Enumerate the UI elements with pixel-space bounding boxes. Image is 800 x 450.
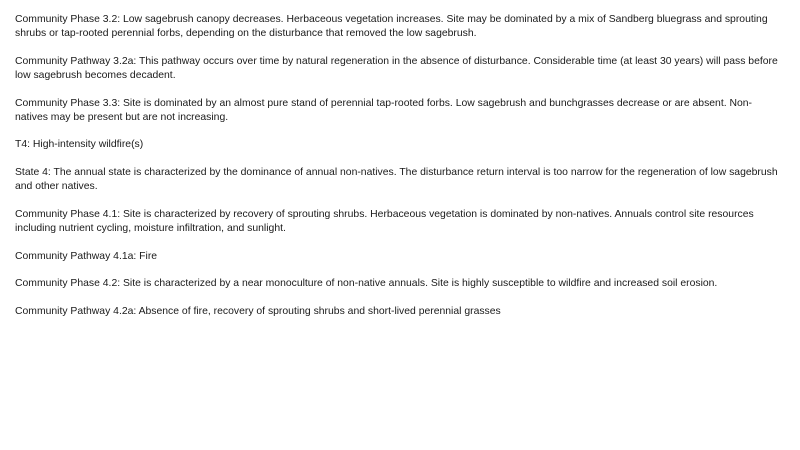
paragraph-community-pathway-4-2a: Community Pathway 4.2a: Absence of fire, recovery of sprouting shrubs and short-lived perennial grasses — [15, 305, 501, 317]
slide-text-box[interactable] — [15, 13, 780, 332]
paragraph-community-phase-3-2: Community Phase 3.2: Low sagebrush canopy decreases. Herbaceous vegetation increases. Site may be dominated by a mix of Sandberg bluegrass and sprouting shrubs or tap-rooted perennial forbs, depending on the disturbance that removed the low sagebrush. — [15, 14, 768, 40]
paragraph-community-pathway-4-1a: Community Pathway 4.1a: Fire — [15, 250, 158, 262]
paragraph-community-phase-3-3: Community Phase 3.3: Site is dominated by an almost pure stand of perennial tap-rooted forbs. Low sagebrush and bunchgrasses decrease or are absent. Non-natives may be present but are not increasing. — [15, 97, 753, 123]
paragraph-community-phase-4-1: Community Phase 4.1: Site is characterized by recovery of sprouting shrubs. Herbaceous vegetation is dominated by non-natives. Annuals control site resources including nutrient cycling, moisture infiltration, and sunlight. — [15, 208, 754, 234]
paragraph-state-4: State 4: The annual state is characterized by the dominance of annual non-natives. The disturbance return interval is too narrow for the regeneration of low sagebrush and other natives. — [15, 166, 778, 193]
paragraph-community-pathway-3-2a: Community Pathway 3.2a: This pathway occurs over time by natural regeneration in the absence of disturbance. Considerable time (at least 30 years) will pass before low sagebrush becomes decadent. — [15, 55, 778, 81]
paragraph-community-phase-4-2: Community Phase 4.2: Site is characterized by a near monoculture of non-native annuals. Site is highly susceptible to wildfire and increased soil erosion. — [15, 278, 718, 290]
paragraph-transition-t4: T4: High-intensity wildfire(s) — [15, 139, 144, 151]
